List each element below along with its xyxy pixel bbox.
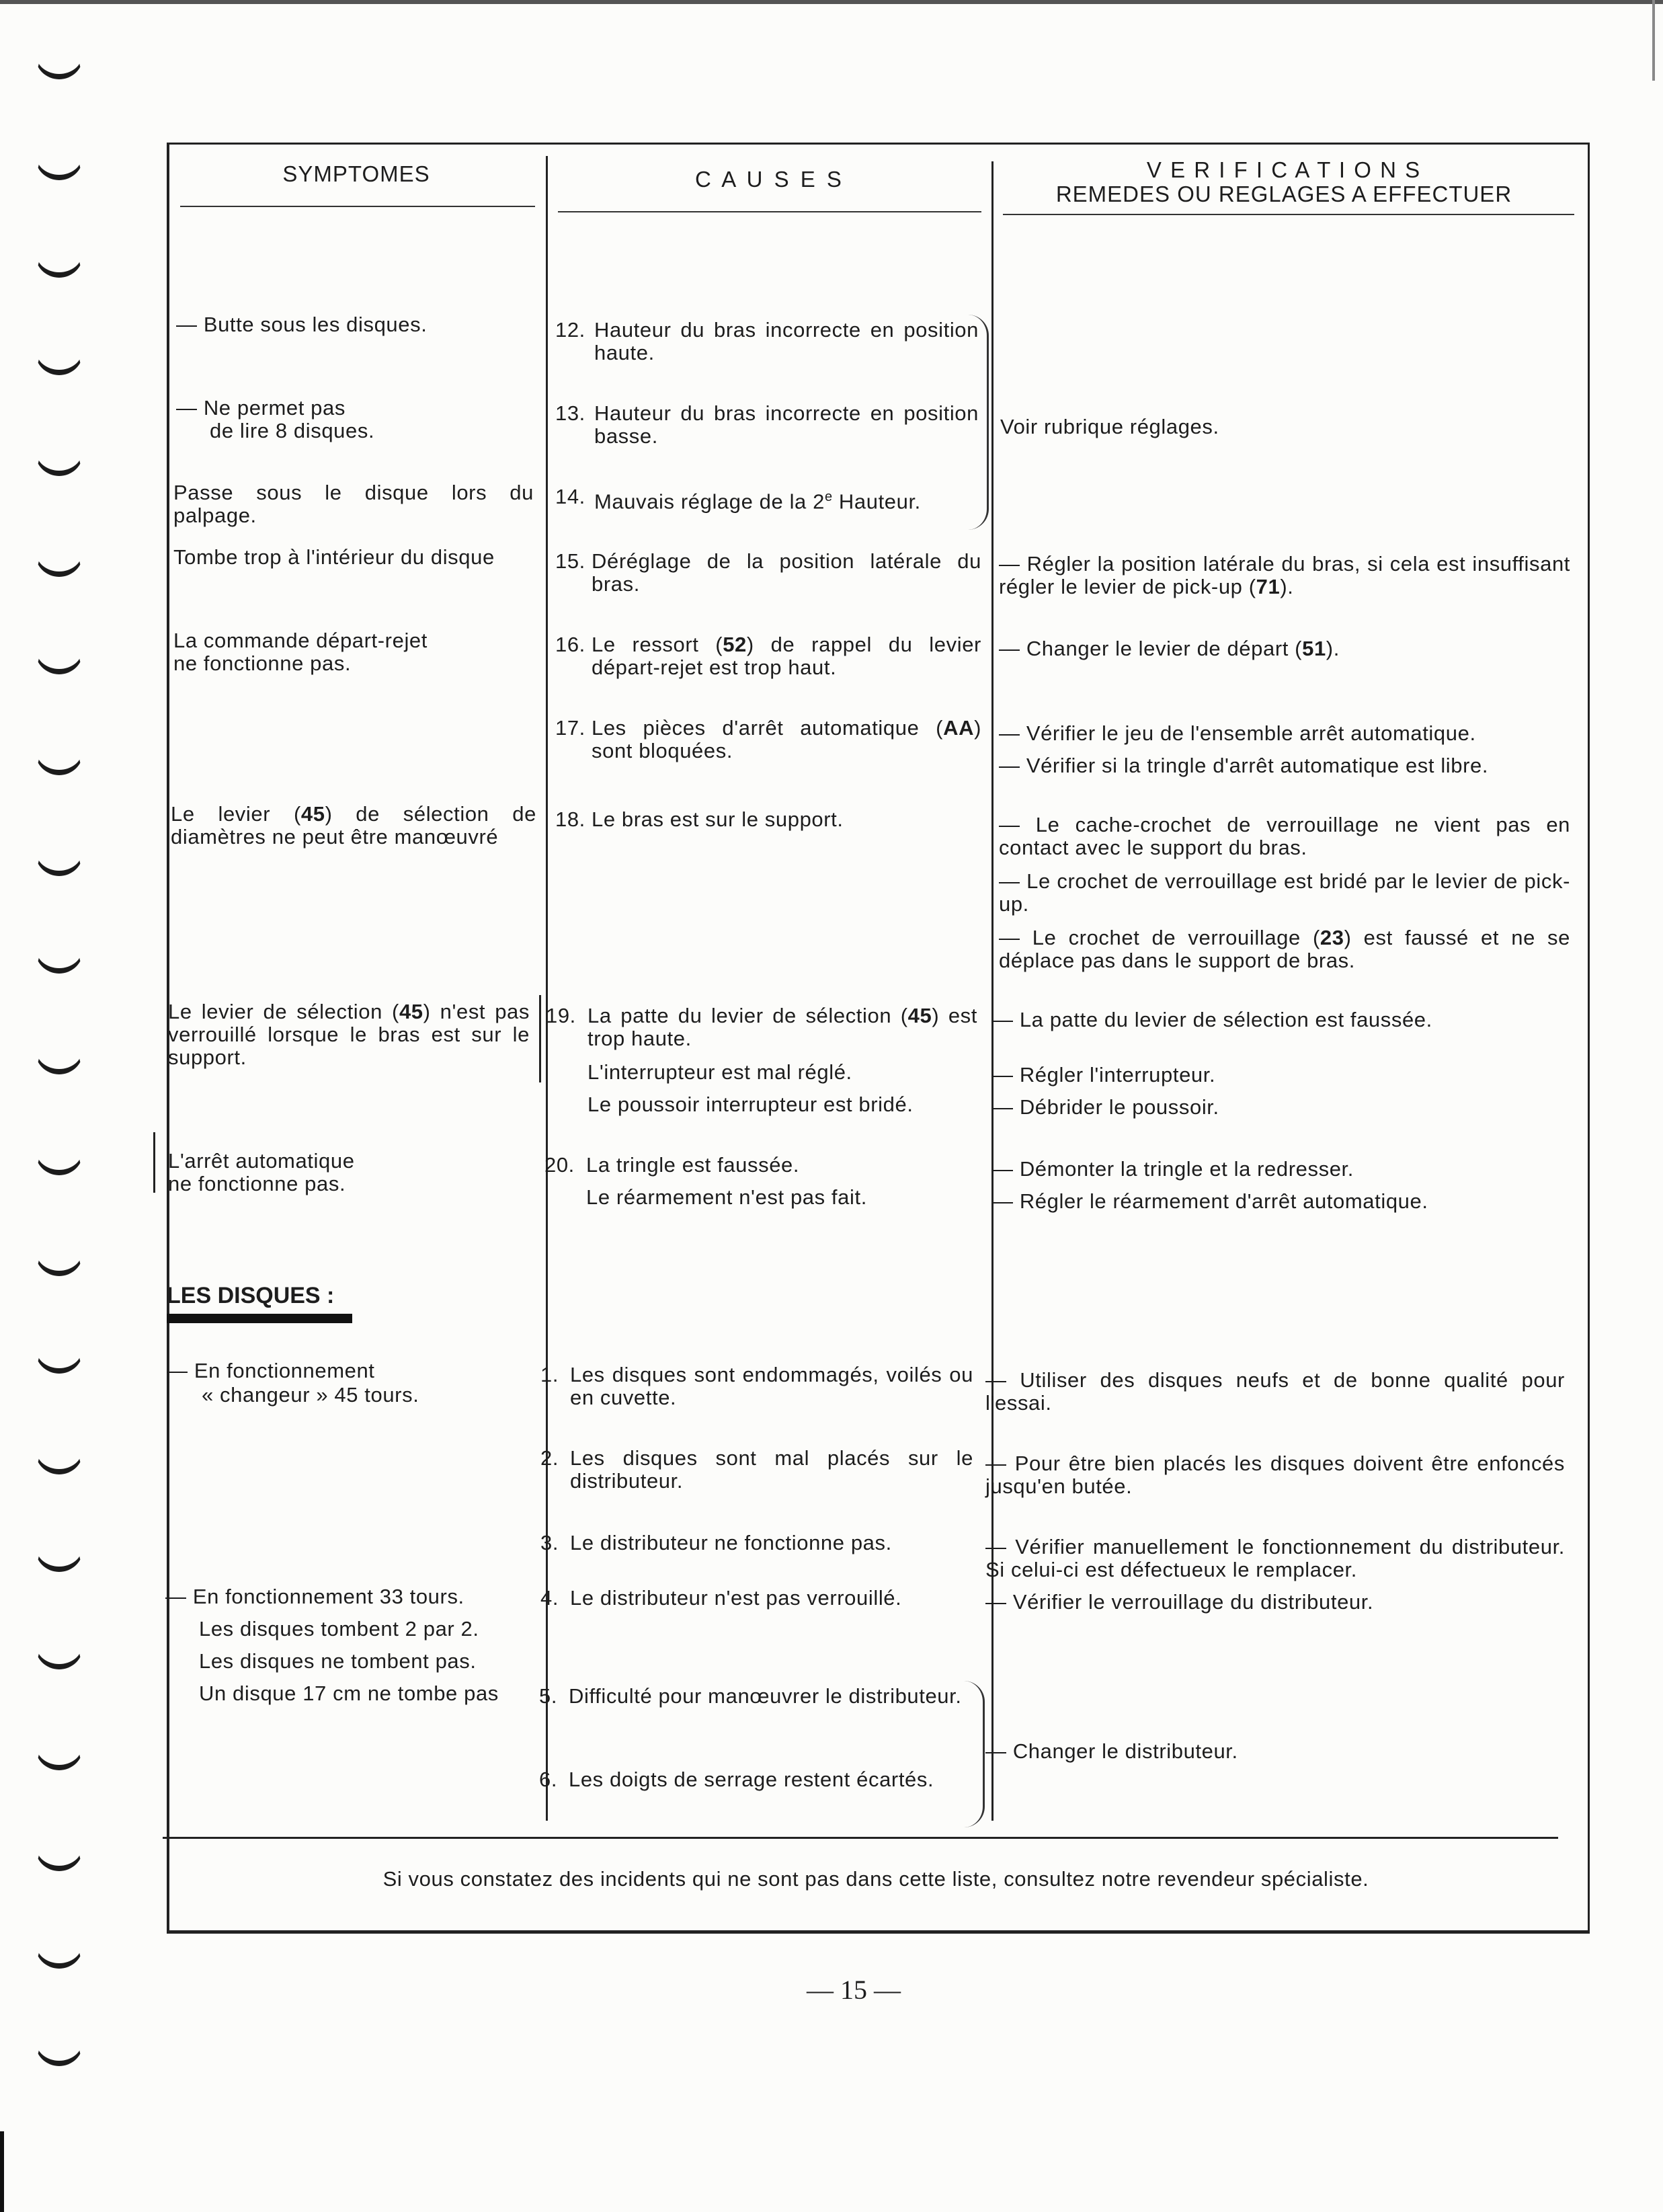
cause-number-d2: 2.: [540, 1446, 559, 1470]
cause-14: Mauvais réglage de la 2e Hauteur.: [594, 489, 921, 514]
cause-d5: Difficulté pour manœuvrer le distributeur.: [569, 1684, 962, 1708]
header-verifications: V E R I F I C A T I O N S: [1146, 157, 1422, 182]
cause-number-16: 16.: [555, 633, 585, 656]
cause-d2: Les disques sont mal placés sur le distributeur.: [570, 1446, 973, 1493]
cause-number-d4: 4.: [540, 1586, 559, 1610]
cause-d1: Les disques sont endommagés, voilés ou en cuvette.: [570, 1363, 973, 1409]
symptome-disques-45-l1: — En fonctionnement: [167, 1359, 375, 1382]
remede-12-14: Voir rubrique réglages.: [1000, 415, 1219, 438]
symptome-disques-33-l2: Les disques tombent 2 par 2.: [199, 1617, 479, 1641]
page-number: — 15 —: [807, 1975, 901, 2005]
remede-d2: — Pour être bien placés les disques doivent être enfoncés jusqu'en butée.: [985, 1452, 1565, 1498]
remede-15: — Régler la position latérale du bras, si cela est insuffisant régler le levier de pick-up (71).: [999, 552, 1570, 598]
symptome-18: Le levier (45) de sélection de diamètres ne peut être manœuvré: [171, 802, 536, 848]
binder-hole: [35, 928, 83, 974]
header-causes: C A U S E S: [695, 167, 844, 192]
cause-20-1: La tringle est faussée.: [586, 1153, 800, 1177]
remede-16: — Changer le levier de départ (51).: [999, 637, 1340, 660]
cause-16: Le ressort (52) de rappel du levier départ-rejet est trop haut.: [592, 633, 981, 679]
cause-number-13: 13.: [555, 401, 585, 425]
cause-17: Les pièces d'arrêt automatique (AA) sont bloquées.: [592, 716, 981, 762]
symptome-disques-33-l1: — En fonctionnement 33 tours.: [165, 1585, 464, 1608]
cause-number-d1: 1.: [540, 1363, 559, 1386]
cause-number-17: 17.: [555, 716, 585, 740]
cause-12: Hauteur du bras incorrecte en position haute.: [594, 318, 979, 364]
page-left-edge: [0, 2131, 4, 2212]
binder-hole: [35, 1624, 83, 1669]
binder-hole: [35, 232, 83, 278]
binder-hole: [35, 1328, 83, 1374]
header-underline: [180, 206, 535, 207]
header-underline: [558, 211, 981, 212]
cause-number-20: 20.: [544, 1153, 575, 1177]
remede-20-1: — Démonter la tringle et la redresser.: [992, 1157, 1354, 1181]
cause-19-3: Le poussoir interrupteur est bridé.: [587, 1093, 914, 1116]
remede-d5-d6: — Changer le distributeur.: [985, 1739, 1238, 1763]
remede-18-1: — Le cache-crochet de verrouillage ne vient pas en contact avec le support du bras.: [999, 813, 1570, 859]
binder-hole: [35, 729, 83, 775]
remede-19-3: — Débrider le poussoir.: [992, 1095, 1219, 1119]
symptome-14: Passe sous le disque lors du palpage.: [173, 481, 534, 527]
section-title-disques: LES DISQUES :: [167, 1283, 335, 1308]
cause-number-d6: 6.: [539, 1768, 558, 1791]
cause-15: Déréglage de la position latérale du bras.: [592, 549, 981, 596]
symptome-16-l2: ne fonctionne pas.: [173, 651, 352, 675]
binder-hole: [35, 531, 83, 577]
cause-number-14: 14.: [555, 485, 585, 508]
binder-hole: [35, 430, 83, 476]
binder-hole: [35, 34, 83, 79]
cause-19-2: L'interrupteur est mal réglé.: [587, 1060, 852, 1084]
remede-d4: — Vérifier le verrouillage du distributeur.: [985, 1590, 1374, 1614]
cause-d4: Le distributeur n'est pas verrouillé.: [570, 1586, 902, 1610]
footer-note: Si vous constatez des incidents qui ne sont pas dans cette liste, consultez notre revendeur spécialiste.: [382, 1867, 1369, 1891]
binder-hole: [35, 1429, 83, 1474]
binder-hole: [35, 329, 83, 375]
symptome-20-l1: L'arrêt automatique: [168, 1149, 355, 1173]
binder-hole: [35, 1526, 83, 1572]
binder-hole: [35, 134, 83, 180]
binder-hole: [35, 1230, 83, 1276]
symptome-13-l1: — Ne permet pas: [176, 396, 346, 420]
symptome-disques-33-l4: Un disque 17 cm ne tombe pas: [199, 1682, 499, 1705]
header-underline: [1003, 214, 1574, 215]
cause-number-15: 15.: [555, 549, 585, 573]
header-remedes: REMEDES OU REGLAGES A EFFECTUER: [1055, 182, 1512, 206]
page-top-edge: [0, 0, 1663, 4]
remede-17-2: — Vérifier si la tringle d'arrêt automatique est libre.: [999, 754, 1489, 777]
binder-hole: [35, 1130, 83, 1175]
binder-hole: [35, 629, 83, 674]
footer-divider: [163, 1837, 1558, 1839]
binder-hole: [35, 830, 83, 876]
symptome-13-l2: de lire 8 disques.: [210, 419, 375, 442]
cause-d6: Les doigts de serrage restent écartés.: [569, 1768, 934, 1791]
column-divider: [546, 156, 548, 1821]
remede-d1: — Utiliser des disques neufs et de bonne qualité pour l'essai.: [985, 1368, 1565, 1415]
remede-18-2: — Le crochet de verrouillage est bridé par le levier de pick-up.: [999, 869, 1570, 916]
section-underline: [167, 1314, 352, 1323]
brace-d5-d6: [964, 1681, 985, 1827]
header-symptomes: SYMPTOMES: [282, 161, 430, 186]
symptome-12: — Butte sous les disques.: [176, 313, 428, 336]
cause-number-12: 12.: [555, 318, 585, 342]
margin-mark: [539, 995, 541, 1082]
symptome-20-l2: ne fonctionne pas.: [168, 1172, 346, 1195]
binder-hole: [35, 1725, 83, 1770]
symptome-disques-45-l2: « changeur » 45 tours.: [202, 1383, 419, 1407]
symptome-disques-33-l3: Les disques ne tombent pas.: [199, 1649, 477, 1673]
binder-hole: [35, 1029, 83, 1074]
remede-17-1: — Vérifier le jeu de l'ensemble arrêt automatique.: [999, 721, 1476, 745]
cause-20-2: Le réarmement n'est pas fait.: [586, 1185, 867, 1209]
cause-13: Hauteur du bras incorrecte en position basse.: [594, 401, 979, 448]
symptome-15: Tombe trop à l'intérieur du disque: [173, 545, 495, 569]
binder-hole: [35, 1825, 83, 1871]
cause-19: La patte du levier de sélection (45) est trop haute.: [587, 1004, 977, 1050]
symptome-16-l1: La commande départ-rejet: [173, 629, 428, 652]
cause-number-18: 18.: [555, 807, 585, 831]
remede-20-2: — Régler le réarmement d'arrêt automatique.: [992, 1189, 1428, 1213]
remede-19-2: — Régler l'interrupteur.: [992, 1063, 1216, 1087]
symptome-19: Le levier de sélection (45) n'est pas verrouillé lorsque le bras est sur le support.: [168, 1000, 530, 1069]
remede-d3: — Vérifier manuellement le fonctionnement du distributeur. Si celui-ci est défectueux le remplacer.: [985, 1535, 1565, 1581]
cause-d3: Le distributeur ne fonctionne pas.: [570, 1531, 892, 1554]
binder-hole: [35, 2020, 83, 2066]
cause-18: Le bras est sur le support.: [592, 807, 844, 831]
cause-number-d5: 5.: [539, 1684, 558, 1708]
cause-number-d3: 3.: [540, 1531, 559, 1554]
binder-hole: [35, 1923, 83, 1969]
remede-18-3: — Le crochet de verrouillage (23) est faussé et ne se déplace pas dans le support de bras.: [999, 926, 1570, 972]
margin-mark: [153, 1132, 155, 1193]
page-right-edge: [1652, 0, 1655, 81]
remede-19-1: — La patte du levier de sélection est faussée.: [992, 1008, 1432, 1031]
cause-number-19: 19.: [546, 1004, 576, 1027]
